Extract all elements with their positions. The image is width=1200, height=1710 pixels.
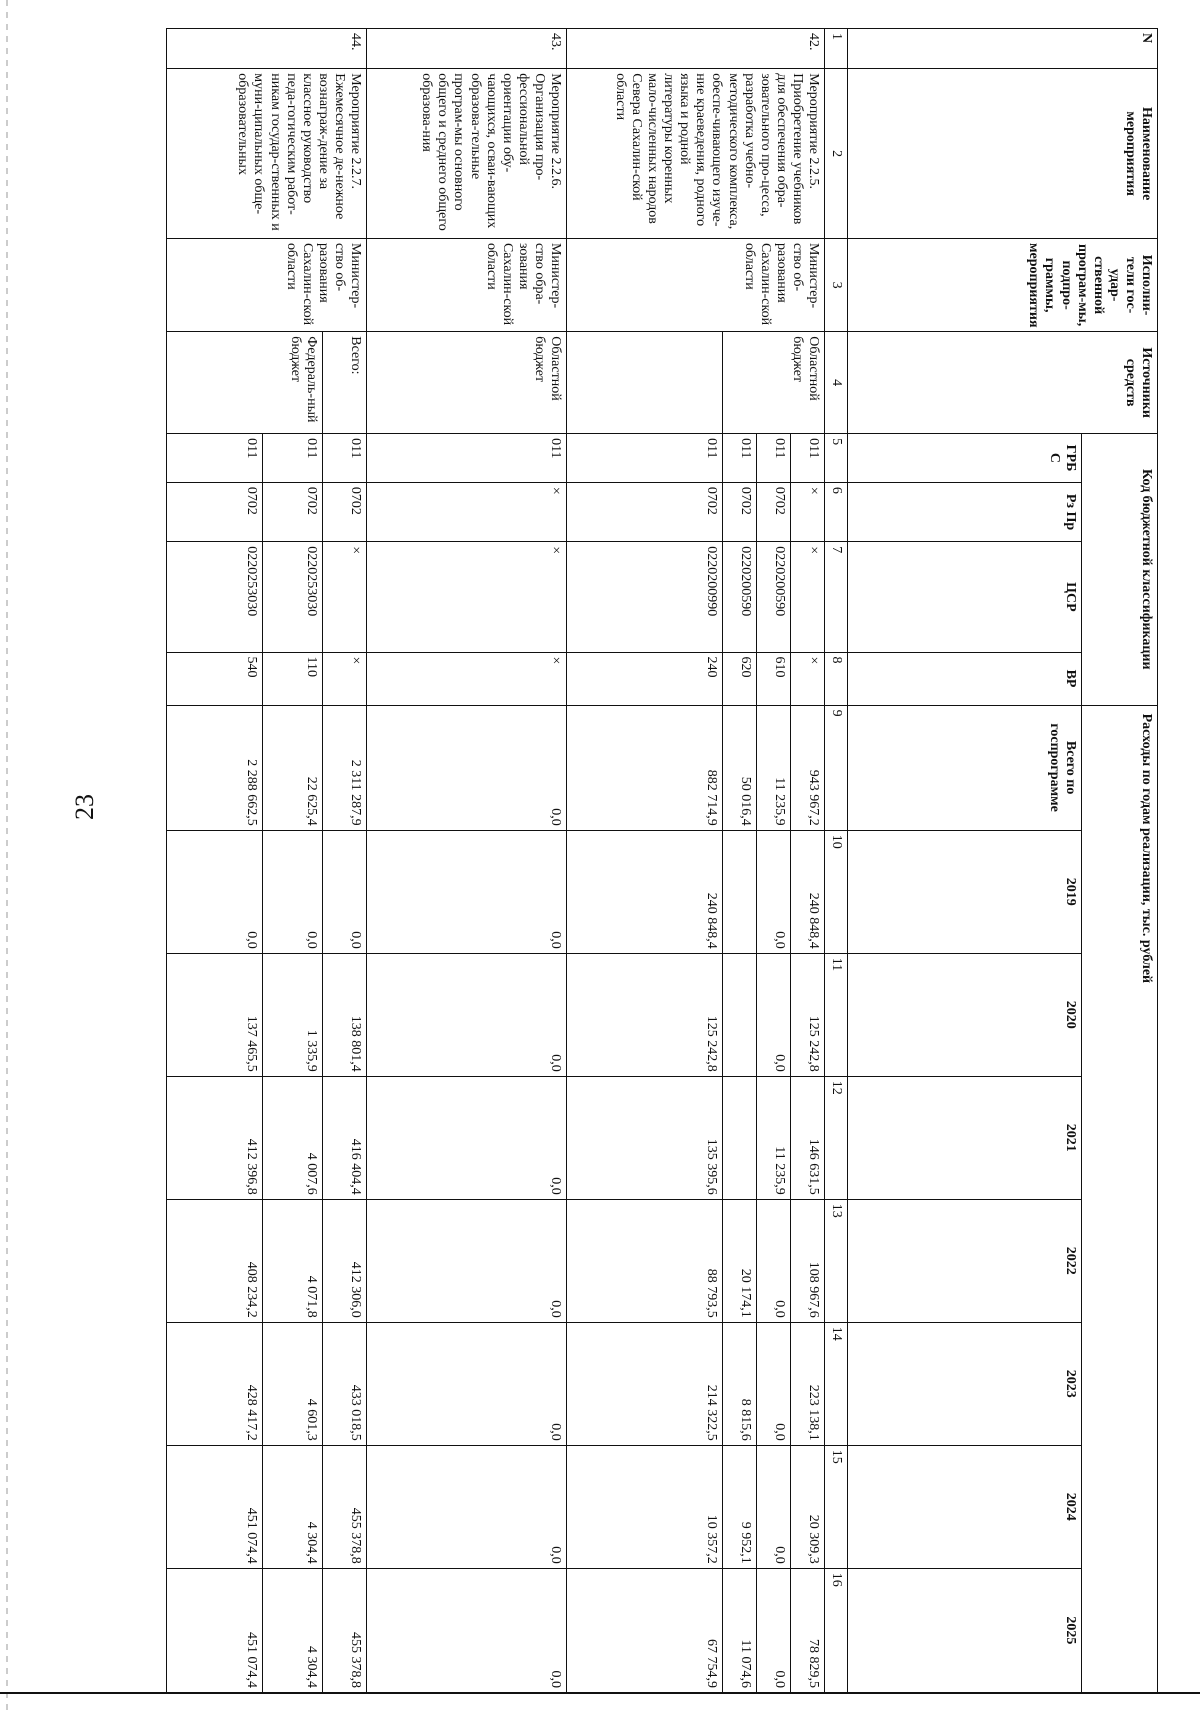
grbs-cell: 011 (323, 434, 367, 483)
rzpr-cell: 0702 (723, 482, 757, 541)
csr-cell: 0220200590 (723, 542, 757, 652)
col-number: 4 (825, 332, 848, 434)
header-n: N (848, 29, 1158, 69)
rzpr-cell: × (791, 482, 825, 541)
total-cell: 50 016,4 (723, 705, 757, 830)
header-grbs: ГРБ С (848, 434, 1082, 483)
col-number: 13 (825, 1199, 848, 1322)
year-cell: 4 071,8 (263, 1199, 323, 1322)
year-cell: 10 357,2 (567, 1445, 723, 1568)
row-number: 44. (167, 29, 367, 69)
col-number: 15 (825, 1445, 848, 1568)
vr-cell: × (367, 652, 567, 705)
header-csr: ЦСР (848, 542, 1082, 652)
scan-edge (6, 0, 8, 1710)
measure-name: Мероприятие 2.2.6. Организация про-фессиональной ориентации обу-чающихся, осваи-вающих образова-тельные програм-мы основного общего и среднего общего образова-ния (367, 69, 567, 239)
funding-source: Областной бюджет (723, 332, 825, 434)
year-cell: 0,0 (757, 1568, 791, 1692)
year-cell: 0,0 (757, 953, 791, 1076)
year-cell: 214 322,5 (567, 1322, 723, 1445)
funding-source: Областной бюджет (367, 332, 567, 434)
year-cell: 135 395,6 (567, 1076, 723, 1199)
grbs-cell: 011 (263, 434, 323, 483)
year-cell: 223 138,1 (791, 1322, 825, 1445)
year-cell: 0,0 (367, 1568, 567, 1692)
vr-cell: 540 (167, 652, 263, 705)
year-cell: 240 848,4 (567, 830, 723, 953)
header-year: 2024 (848, 1445, 1082, 1568)
year-cell: 240 848,4 (791, 830, 825, 953)
year-cell: 0,0 (323, 830, 367, 953)
header-year: 2022 (848, 1199, 1082, 1322)
rzpr-cell: 0702 (167, 482, 263, 541)
csr-cell: 0220200990 (567, 542, 723, 652)
total-cell: 0,0 (367, 705, 567, 830)
total-cell: 882 714,9 (567, 705, 723, 830)
col-number: 9 (825, 705, 848, 830)
year-cell: 0,0 (367, 1076, 567, 1199)
year-cell: 4 304,4 (263, 1568, 323, 1692)
year-cell: 9 952,1 (723, 1445, 757, 1568)
rotated-table-wrapper (166, 28, 1158, 1693)
year-cell: 20 174,1 (723, 1199, 757, 1322)
header-row-1 (1081, 29, 1157, 1693)
year-cell: 0,0 (757, 1199, 791, 1322)
rzpr-cell: 0702 (567, 482, 723, 541)
year-cell: 0,0 (167, 830, 263, 953)
vr-cell: × (791, 652, 825, 705)
funding-source: Федераль-ный бюджет (167, 332, 323, 434)
year-cell: 20 309,3 (791, 1445, 825, 1568)
year-cell: 455 378,8 (323, 1445, 367, 1568)
grbs-cell: 011 (167, 434, 263, 483)
measure-name: Мероприятие 2.2.7. Ежемесячное де-нежное вознаграж-дение за классное руководство педа-гогическим работ-никам государ-ственных и муни-ципальных обще-образовательных (167, 69, 367, 239)
executor: Министер-ство обра-зования Сахалин-ской области (367, 238, 567, 331)
funding-source (567, 332, 723, 434)
year-cell: 0,0 (757, 1322, 791, 1445)
rzpr-cell: 0702 (757, 482, 791, 541)
year-cell: 428 417,2 (167, 1322, 263, 1445)
rzpr-cell: 0702 (263, 482, 323, 541)
header-total: Всего по госпрограмме (848, 705, 1082, 830)
year-cell: 108 967,6 (791, 1199, 825, 1322)
csr-cell: 0220200590 (757, 542, 791, 652)
col-number: 7 (825, 542, 848, 652)
header-name: Наименование мероприятия (848, 69, 1158, 239)
col-number: 12 (825, 1076, 848, 1199)
csr-cell: × (367, 542, 567, 652)
year-cell: 412 306,0 (323, 1199, 367, 1322)
table-row (323, 29, 367, 1693)
executor: Министер-ство об-разования Сахалин-ской области (567, 238, 825, 331)
measure-name: Мероприятие 2.2.5. Приобретение учебников для обеспечения обра-зовательного про-цесса, разработка учебно-методического комплекса, обеспе-чивающего изуче-ние краеведения, родного языка и родной литературы коренных мало-численных народов Севера Сахалин-ской области (567, 69, 825, 239)
header-expenses: Расходы по годам реализации, тыс. рублей (1081, 705, 1157, 1692)
year-cell: 416 404,4 (323, 1076, 367, 1199)
year-cell: 67 754,9 (567, 1568, 723, 1692)
vr-cell: 110 (263, 652, 323, 705)
grbs-cell: 011 (791, 434, 825, 483)
year-cell: 8 815,6 (723, 1322, 757, 1445)
year-cell: 408 234,2 (167, 1199, 263, 1322)
header-year: 2019 (848, 830, 1082, 953)
rzpr-cell: 0702 (323, 482, 367, 541)
csr-cell: × (791, 542, 825, 652)
year-cell: 78 829,5 (791, 1568, 825, 1692)
grbs-cell: 011 (723, 434, 757, 483)
table-row (367, 29, 567, 1693)
year-cell: 0,0 (367, 1445, 567, 1568)
year-cell: 451 074,4 (167, 1445, 263, 1568)
year-cell: 1 335,9 (263, 953, 323, 1076)
vr-cell: 240 (567, 652, 723, 705)
header-year: 2021 (848, 1076, 1082, 1199)
rzpr-cell: × (367, 482, 567, 541)
year-cell: 451 074,4 (167, 1568, 263, 1692)
vr-cell: 620 (723, 652, 757, 705)
total-cell: 943 967,2 (791, 705, 825, 830)
csr-cell: × (323, 542, 367, 652)
year-cell: 11 235,9 (757, 1076, 791, 1199)
table-row (791, 29, 825, 1693)
year-cell: 138 801,4 (323, 953, 367, 1076)
executor: Министер-ство об-разования Сахалин-ской области (167, 238, 367, 331)
grbs-cell: 011 (367, 434, 567, 483)
year-cell: 4 007,6 (263, 1076, 323, 1199)
year-cell (723, 830, 757, 953)
row-number: 42. (567, 29, 825, 69)
funding-source: Всего: (323, 332, 367, 434)
year-cell: 125 242,8 (791, 953, 825, 1076)
year-cell: 4 304,4 (263, 1445, 323, 1568)
year-cell: 433 018,5 (323, 1322, 367, 1445)
col-number: 11 (825, 953, 848, 1076)
year-cell: 146 631,5 (791, 1076, 825, 1199)
page-number: 23 (70, 794, 99, 820)
year-cell: 455 378,8 (323, 1568, 367, 1692)
header-year: 2025 (848, 1568, 1082, 1692)
vr-cell: 610 (757, 652, 791, 705)
col-number: 8 (825, 652, 848, 705)
header-rzpr: Рз Пр (848, 482, 1082, 541)
vr-cell: × (323, 652, 367, 705)
year-cell (723, 953, 757, 1076)
col-number: 14 (825, 1322, 848, 1445)
year-cell: 0,0 (757, 830, 791, 953)
col-number: 3 (825, 238, 848, 331)
year-cell: 4 601,3 (263, 1322, 323, 1445)
col-number: 6 (825, 482, 848, 541)
col-number: 2 (825, 69, 848, 239)
row-number: 43. (367, 29, 567, 69)
csr-cell: 0220253030 (167, 542, 263, 652)
total-cell: 2 311 287,9 (323, 705, 367, 830)
col-number: 5 (825, 434, 848, 483)
year-cell (723, 1076, 757, 1199)
year-cell: 412 396,8 (167, 1076, 263, 1199)
column-numbers-row (825, 29, 848, 1693)
year-cell: 88 793,5 (567, 1199, 723, 1322)
year-cell: 0,0 (367, 1322, 567, 1445)
header-sources: Источники средств (848, 332, 1158, 434)
page-bottom-rule (0, 1692, 1200, 1694)
header-year: 2020 (848, 953, 1082, 1076)
total-cell: 11 235,9 (757, 705, 791, 830)
year-cell: 0,0 (367, 1199, 567, 1322)
year-cell: 0,0 (757, 1445, 791, 1568)
csr-cell: 0220253030 (263, 542, 323, 652)
grbs-cell: 011 (567, 434, 723, 483)
year-cell: 0,0 (263, 830, 323, 953)
header-budget-code: Код бюджетной классификации (1081, 434, 1157, 705)
header-executors: Исполни-тели гос-удар-ственной програм-мы, подпро-граммы, мероприятия (848, 238, 1158, 331)
year-cell: 137 465,5 (167, 953, 263, 1076)
col-number: 1 (825, 29, 848, 69)
year-cell: 125 242,8 (567, 953, 723, 1076)
total-cell: 22 625,4 (263, 705, 323, 830)
header-vr: ВР (848, 652, 1082, 705)
year-cell: 0,0 (367, 953, 567, 1076)
col-number: 16 (825, 1568, 848, 1692)
year-cell: 11 074,6 (723, 1568, 757, 1692)
expenses-table (166, 28, 1158, 1693)
col-number: 10 (825, 830, 848, 953)
total-cell: 2 288 662,5 (167, 705, 263, 830)
grbs-cell: 011 (757, 434, 791, 483)
year-cell: 0,0 (367, 830, 567, 953)
header-year: 2023 (848, 1322, 1082, 1445)
